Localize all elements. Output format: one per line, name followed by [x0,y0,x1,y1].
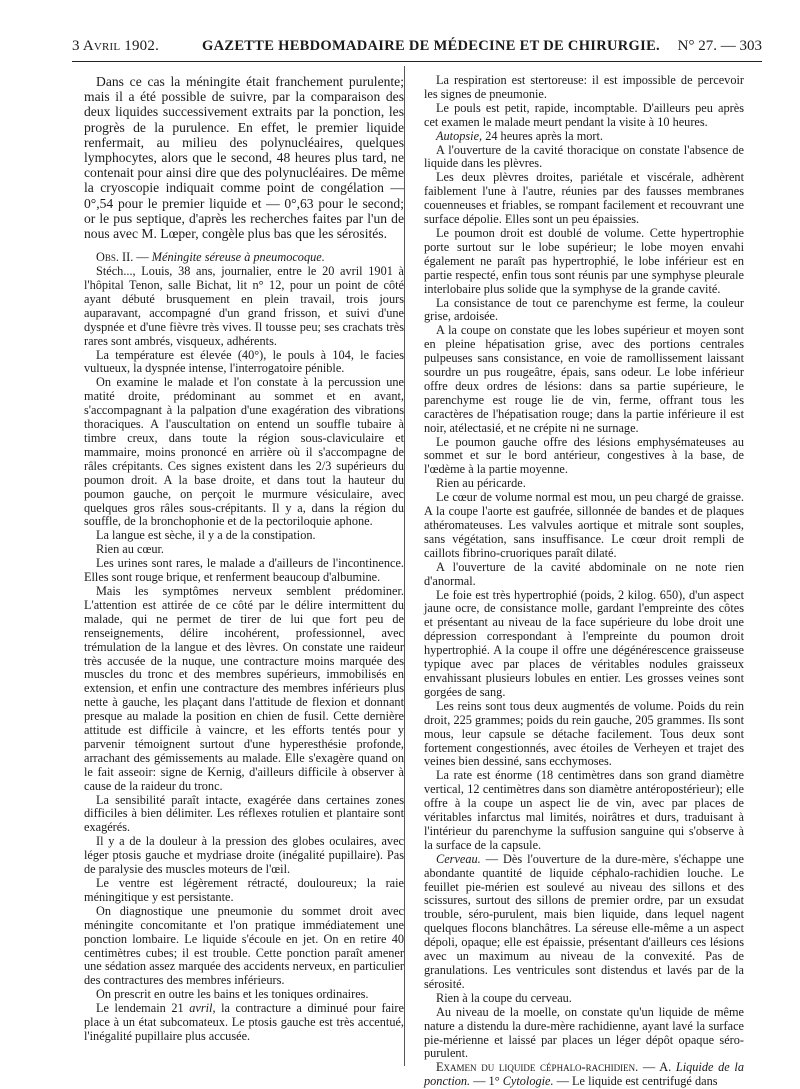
paragraph: Le poumon droit est doublé de volume. Cette hypertrophie porte surtout sur le lobe supérieur; le lobe moyen envahi également ne paraît pas hypertrophié, le lobe inférieur est en partie respecté, enfin tous sont réunis par une symphyse pleurale interlobaire plus solide que la symphyse de la grande cavité. [424,225,744,296]
paragraph: On diagnostique une pneumonie du sommet droit avec méningite concomitante et l'on pratique immédiatement une ponction lombaire. Le liquide s'écoule en jet. On en retire 40 centimètres cubes; il est trouble. Cette ponction paraît amener une sédation assez marquée des accidents nerveux, en particulier des contractures des membres inférieurs. [84,903,404,988]
paragraph: Au niveau de la moelle, on constate qu'un liquide de même nature a distendu la dure-mère rachidienne, ayant lavé la surface pie-mérienne et laissé par places un léger dépôt opaque séro-purulent. [424,1004,744,1061]
text-run: — 1° [473,1074,500,1089]
right-column [424,73,744,1089]
brain-label: Cerveau. [436,851,481,866]
text-run: Le lendemain 21 [96,1001,184,1016]
emphasis-run: Cytologie. [502,1074,554,1089]
paragraph: On examine le malade et l'on constate à la percussion une matité droite, prédominant au sommet et en avant, s'accompagnant à la palpation d'une exagération des vibrations thoraciques. A l'auscultation on entend un souffle tubaire à timbre creux, dans toute la région sous-claviculaire et mammaire, moins prononcé en arrière où il s'accompagne de râles crépitants. Ces signes existent dans les 2/3 supérieurs du poumon droit. A la base droite, et dans tout la hauteur du poumon gauche, on perçoit le murmure vésiculaire, avec quelques gros râles sous-crépitants. Il y a, dans la région du souffle, de la bronchophonie et de la pectoriloquie aphone. [84,375,404,529]
paragraph: Mais les symptômes nerveux semblent prédominer. L'attention est attirée de ce côté par le délire intermittent du malade, qui ne permet de tirer de lui que fort peu de renseignements, délire incohérent, professionnel, avec trémulation de la langue et des lèvres. On constate une raideur très accusée de la nuque, une contracture moins marquée des muscles du tronc et des membres supérieurs, immobilisés en extension, et enfin une contracture des membres inférieurs plus nette à gauche, les plaçant dans l'attitude de flexion et donnant presque au malade la position en chien de fusil. Cette dernière attitude est difficile à vaincre, et les efforts tentés pour y parvenir témoignent surtout d'une hyperesthésie profonde, arrachant des gémissements au malade. Elle s'exagère quand on le fait asseoir: signe de Kernig, d'ailleurs difficile à observer à cause de la raideur du tronc. [84,583,404,793]
column-divider [404,66,405,1066]
text-run: — Dès l'ouverture de la dure-mère, s'échappe une abondante quantité de liquide céphalo-rachidien louche. Le feuillet pie-mérien est soulevé au niveau des sillons et des scissures, surtout des sillons de premier ordre, par un exsudat trouble, séro-purulent, mais bien liquide, dans lequel nagent quelques flocons blanchâtres. La séreuse elle-même a un aspect dépoli, opaque; elle est épaissie, présentant d'ailleurs ces lésions avec un maximum au niveau de la convexité. Pas de granulations. Les ventricules sont distendus et lavés par de la sérosité. [424,851,744,991]
paragraph: La sensibilité paraît intacte, exagérée dans certaines zones difficiles à bien délimiter. Les réflexes rotulien et plantaire sont exagérés. [84,792,404,835]
journal-title: GAZETTE HEBDOMADAIRE DE MÉDECINE ET DE CHIRURGIE. [202,38,660,54]
paragraph: Les deux plèvres droites, pariétale et viscérale, adhèrent faiblement l'une à l'autre, réunies par des fausses membranes couenneuses et friables, se rompant facilement et recouvrant une surface dépolie. Elles sont un peu épaissies. [424,170,744,227]
issue-date: 3 Avril 1902. [72,38,160,54]
emphasis-run: avril, [189,1001,216,1016]
issue-page-number: N° 27. — 303 [677,38,762,54]
autopsy-label: Autopsie, [436,128,483,143]
paragraph: Le pouls est petit, rapide, incomptable. D'ailleurs peu après cet examen le malade meurt pendant la visite à 10 heures. [424,100,744,129]
paragraph: La rate est énorme (18 centimètres dans son grand diamètre vertical, 12 centimètres dans son diamètre antéropostérieur); elle offre à la coupe un aspect lie de vin, avec par places de véritables infarctus mal limités, noirâtres et durs, traduisant à l'intérieur du parenchyme la suffusion sanguine qui s'observe à la surface de la capsule. [424,768,744,852]
brain-paragraph [424,853,744,992]
text-run: — Le liquide est centrifugé dans [556,1074,718,1089]
paragraph: La langue est sèche, il y a de la constipation. [96,528,316,543]
paragraph: Les reins sont tous deux augmentés de volume. Poids du rein droit, 225 grammes; poids du rein gauche, 205 grammes. Ils sont mous, leur capsule se détache facilement. Tous deux sont fortement congestionnés, avec étoiles de Verheyen et trajet des veines bien dessiné, sans ecchymoses. [424,698,744,769]
running-header [72,36,762,60]
observation-label: Obs. II. — [96,250,149,265]
text-run: la contracture a diminué pour faire place à un état subcomateux. Le ptosis gauche est très accentué, l'inégalité pupillaire plus accusée. [84,1001,404,1043]
paragraph: On prescrit en outre les bains et les toniques ordinaires. [96,987,369,1002]
paragraph: Rien au cœur. [96,542,164,557]
csf-exam-paragraph [424,1061,744,1089]
header-rule [72,61,762,62]
observation-heading-paragraph [84,251,404,265]
csf-exam-label: Examen du liquide céphalo-rachidien. — A. [436,1060,672,1075]
paragraph: Le ventre est légèrement rétracté, douloureux; la raie méningitique y est persistante. [84,876,404,904]
paragraph [84,1002,404,1044]
left-column [84,74,404,1064]
paragraph: A la coupe on constate que les lobes supérieur et moyen sont en pleine hépatisation grise, avec des portions centrales pulpeuses sans consistance, en voie de ramollissement laissant sourdre un pus rougeâtre, épais, sans odeur. Le lobe inférieur offre deux ordres de lésions: dans sa partie supérieure, le parenchyme est rouge lie de vin, ferme, offrant tous les caractères de l'hépatisation rouge; dans la partie inférieure il est noir, atélectasié, et ne crépite ni ne surnage. [424,323,744,435]
paragraph: Rien au péricarde. [436,476,526,491]
emphasis-run: Liquide de la ponction. [424,1060,744,1089]
intro-paragraph: Dans ce cas la méningite était franchement purulente; mais il a été possible de suivre, par la comparaison des deux liquides successivement extraits par la ponction, les progrès de la purulence. En effet, le premier liquide renfermait, au milieu des polynucléaires, quelques lymphocytes, alors que le second, 48 heures plus tard, ne contenait pour ainsi dire que des polynucléaires. De même la cryoscopie indiquait comme point de congélation — 0°,54 pour le premier liquide et — 0°,63 pour le second; or le pus septique, d'après les recherches faites par l'un de nous avec M. Lœper, congèle plus bas que les sérosités. [84,74,404,242]
paragraph: La respiration est stertoreuse: il est impossible de percevoir les signes de pneumonie. [424,73,744,101]
observation-title: Méningite séreuse à pneumocoque. [151,250,325,265]
paragraph: La consistance de tout ce parenchyme est ferme, la couleur grise, ardoisée. [424,295,744,324]
paragraph: Le poumon gauche offre des lésions emphysémateuses au sommet et sur le bord antérieur, congestives à la base, de l'œdème à la partie moyenne. [424,434,744,477]
autopsy-paragraph [424,130,744,144]
text-run: 24 heures après la mort. [485,128,603,143]
paragraph: A l'ouverture de la cavité abdominale on ne note rien d'anormal. [424,559,744,588]
observation-paragraph: Stéch..., Louis, 38 ans, journalier, entre le 20 avril 1901 à l'hôpital Tenon, salle Bichat, lit n° 12, pour un point de côté ayant débuté brusquement en plein travail, trois jours auparavant, accompagné d'un grand frisson, et suivi d'une dyspnée et d'une fièvre très vives. Il tousse peu; ses crachats très rares sont ambrés, visqueux, adhérents. [84,264,404,348]
paragraph: A l'ouverture de la cavité thoracique on constate l'absence de liquide dans les plèvres. [424,142,744,171]
paragraph: La température est élevée (40°), le pouls à 104, le facies vultueux, la dyspnée intense, l'interrogatoire pénible. [84,347,404,376]
paragraph: Rien à la coupe du cerveau. [436,990,572,1005]
paragraph: Le cœur de volume normal est mou, un peu chargé de graisse. A la coupe l'aorte est gaufrée, sillonnée de bandes et de plaques athéromateuses. Les valvules aortique et mitrale sont souples, sans végétation, sans insuffisance. Le cœur droit rempli de caillots fibrino-cruoriques paraît dilaté. [424,490,744,560]
paragraph: Les urines sont rares, le malade a d'ailleurs de l'incontinence. Elles sont rouge brique, et renferment beaucoup d'albumine. [84,556,404,585]
paragraph: Le foie est très hypertrophié (poids, 2 kilog. 650), d'un aspect jaune ocre, de consistance molle, gardant l'empreinte des côtes et présentant au niveau de la face supérieure du lobe droit une dépression correspondant à l'empreinte du poumon droit hypertrophié. A la coupe il offre une dégénérescence graisseuse typique avec par places de véritables nodules graisseux envahissant plusieurs lobules en entier. Les grosses veines sont gorgées de sang. [424,587,744,699]
paragraph: Il y a de la douleur à la pression des globes oculaires, avec léger ptosis gauche et mydriase droite (inégalité pupillaire). Pas de paralysie des muscles moteurs de l'œil. [84,834,404,877]
